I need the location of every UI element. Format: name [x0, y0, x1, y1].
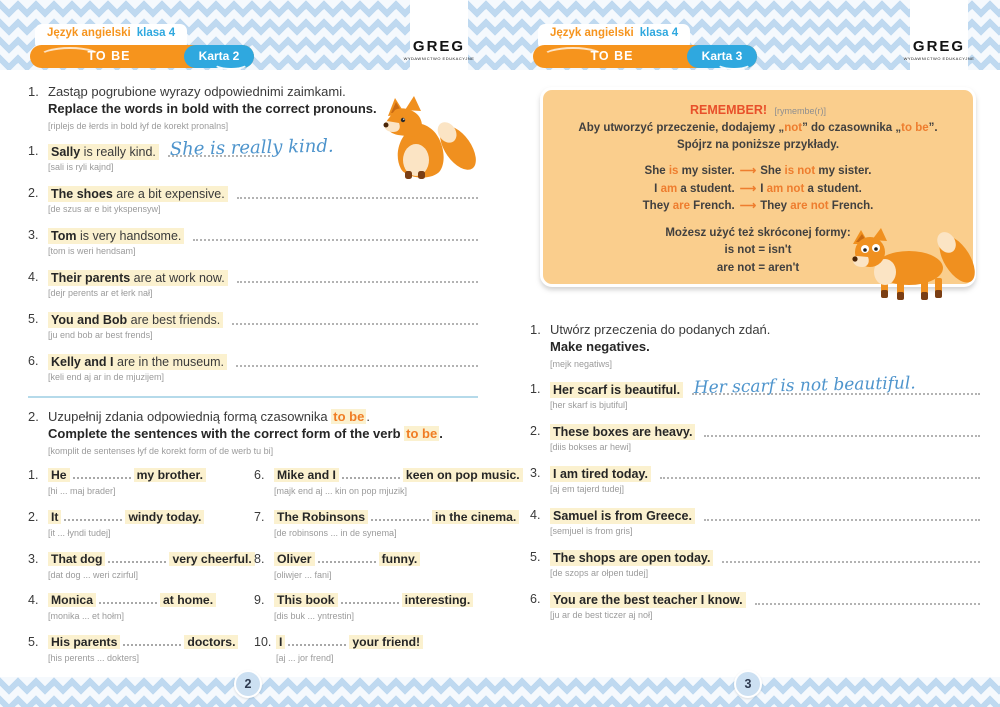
arrow-icon: ⟶	[739, 199, 756, 212]
instruction-polish: Utwórz przeczenia do podanych zdań.	[550, 322, 771, 337]
item-sentence	[550, 592, 746, 608]
item-number: 2.	[28, 185, 39, 200]
item-number: 6.	[28, 353, 39, 368]
answer-line[interactable]	[232, 323, 478, 325]
exercise1-header	[530, 322, 982, 370]
fox-illustration-sitting	[380, 92, 480, 180]
sentence-before: I	[276, 635, 285, 649]
instruction-text: Uzupełnij zdania odpowiednią formą czasownika	[48, 408, 332, 424]
to-be-accent: to be	[333, 408, 365, 424]
item-phonetic: [diis bokses ar hewi]	[550, 441, 632, 452]
instruction-text: .	[366, 408, 370, 424]
item-phonetic: [de robinsons ... in de synema]	[274, 527, 397, 538]
example-text: I	[654, 182, 661, 195]
sentence-text: You are the best teacher I know.	[553, 592, 743, 607]
to-be-accent: to be	[901, 121, 929, 134]
answer-line[interactable]	[193, 239, 478, 241]
item-sentence	[48, 228, 184, 244]
verb-accent: is	[668, 165, 679, 178]
sentence-before: This book	[274, 593, 338, 607]
handwritten-answer: She is really kind.	[169, 135, 334, 160]
answer-line[interactable]	[704, 435, 980, 437]
topic-label: TO BE	[87, 49, 131, 63]
item-row	[28, 312, 480, 341]
item-row	[28, 510, 254, 539]
item-phonetic: [sali is ryli kajnd]	[48, 161, 114, 172]
grade-label: klasa 4	[639, 27, 679, 39]
subject-label: Język angielski	[47, 27, 131, 39]
sentence-rest: is very handsome.	[76, 228, 182, 243]
exercise-number: 2.	[28, 408, 39, 424]
short-form-arent: are not = aren't	[716, 261, 800, 274]
item-number: 5.	[28, 635, 39, 650]
short-form-isnt: is not = isn't	[724, 244, 792, 257]
instruction-english: Replace the words in bold with the correct pronouns.	[48, 100, 377, 116]
item-phonetic: [de szus ar e bit ykspensyw]	[48, 203, 161, 214]
exercise-number: 1.	[530, 322, 541, 337]
sentence-after: funny.	[379, 552, 421, 566]
fox-illustration-standing	[845, 228, 985, 306]
sentence-after: very cheerful.	[169, 552, 254, 566]
remember-title-phonetic: [rymembe(r)]	[774, 106, 827, 116]
fill-in-gap[interactable]	[123, 635, 181, 646]
sentence-after: my brother.	[134, 468, 206, 482]
item-sentence	[550, 424, 695, 440]
item-row	[28, 228, 480, 257]
sentence-before: The Robinsons	[274, 510, 368, 524]
item-row	[530, 592, 982, 621]
fill-in-gap[interactable]	[108, 552, 166, 563]
sentence-before: He	[48, 468, 70, 482]
item-sentence	[48, 593, 254, 609]
sentence-rest: are at work now.	[130, 270, 225, 285]
item-sentence	[274, 552, 480, 568]
item-phonetic: [it ... łyndi tudej]	[48, 527, 111, 538]
item-phonetic: [ju ar de best ticzer aj noł]	[550, 610, 653, 621]
example-text: She	[644, 165, 669, 178]
item-sentence	[48, 144, 159, 160]
remember-intro-line2: Spójrz na poniższe przykłady.	[676, 139, 840, 151]
verb-accent: am not	[766, 182, 805, 195]
item-phonetic: [ju end bob ar best frends]	[48, 330, 153, 341]
instruction-english: Make negatives.	[550, 338, 650, 354]
intro-text: Aby utworzyć przeczenie, dodajemy „	[578, 121, 785, 134]
grade-label: klasa 4	[136, 27, 176, 39]
item-sentence	[48, 635, 254, 651]
subject-label: Język angielski	[550, 27, 634, 39]
item-sentence	[48, 354, 227, 370]
topic-label: TO BE	[590, 49, 634, 63]
item-phonetic: [dejr perents ar et łerk nał]	[48, 287, 153, 298]
item-sentence	[550, 550, 713, 566]
item-row	[28, 552, 254, 581]
greg-logo-text: GREG	[912, 38, 966, 55]
instruction-polish	[48, 409, 443, 426]
karta-swoosh-decoration	[213, 56, 249, 70]
item-phonetic: [de szops ar ołpen tudej]	[550, 568, 649, 579]
example-text: They	[642, 199, 673, 212]
diamond-pattern-band-bottom	[0, 677, 1000, 707]
karta-label: Karta 2	[198, 49, 240, 63]
exercise-number: 1.	[28, 84, 39, 99]
example-text: French.	[828, 199, 874, 212]
item-sentence	[274, 593, 480, 609]
example-text: my sister.	[815, 165, 872, 178]
answer-line[interactable]	[755, 603, 980, 605]
fill-in-gap[interactable]	[318, 552, 376, 563]
sentence-text: The shops are open today.	[553, 550, 711, 565]
answer-line[interactable]	[168, 135, 334, 160]
item-phonetic: [dis buk ... yntrestin]	[274, 611, 355, 622]
item-phonetic: [semjuel is from gris]	[550, 525, 633, 536]
answer-line[interactable]	[236, 365, 478, 367]
not-accent: not	[784, 121, 803, 134]
instruction-phonetic: [komplit de sentenses łyf de korekt form of de werb tu bi]	[48, 445, 274, 456]
item-phonetic: [oliwjer ... fani]	[274, 569, 332, 580]
item-sentence	[550, 382, 683, 398]
example-line	[543, 198, 973, 215]
item-sentence	[48, 510, 254, 526]
item-number: 3.	[28, 227, 39, 242]
item-row	[28, 635, 254, 664]
fill-in-column-left	[28, 468, 254, 676]
item-phonetic: [aj ... jor frend]	[276, 652, 334, 663]
fill-in-gap[interactable]	[342, 468, 400, 479]
instruction-phonetic: [mejk negatiws]	[550, 358, 613, 369]
karta-label: Karta 3	[701, 49, 743, 63]
item-number: 3.	[28, 551, 39, 566]
item-number: 8.	[254, 551, 265, 566]
item-number: 5.	[530, 549, 541, 564]
item-phonetic: [his perents ... dokters]	[48, 652, 140, 663]
answer-line[interactable]	[692, 373, 980, 398]
page3-header	[533, 24, 759, 68]
remember-title: REMEMBER!	[689, 103, 768, 117]
page-number-right: 3	[734, 670, 762, 698]
item-row	[530, 550, 982, 579]
remember-examples	[543, 163, 973, 215]
item-number: 1.	[28, 468, 39, 483]
instruction-text: .	[439, 425, 443, 441]
item-number: 4.	[28, 269, 39, 284]
greg-logo-right	[903, 0, 975, 70]
item-row	[28, 270, 480, 299]
item-sentence	[274, 510, 517, 526]
sentence-after: doctors.	[184, 635, 238, 649]
answer-line[interactable]	[704, 519, 980, 521]
item-number: 6.	[530, 591, 541, 606]
bold-subject: Tom	[51, 228, 77, 243]
item-row	[254, 552, 480, 581]
item-number: 1.	[530, 381, 541, 396]
item-sentence	[276, 635, 480, 651]
example-text: French.	[689, 199, 735, 212]
item-row	[28, 593, 254, 622]
karta-swoosh-decoration	[716, 56, 752, 70]
item-number: 1.	[28, 143, 39, 158]
intro-text: ”.	[928, 121, 938, 134]
sentence-after: windy today.	[125, 510, 204, 524]
item-phonetic: [her skarf is bjutiful]	[550, 399, 628, 410]
handwritten-answer: Her scarf is not beautiful.	[693, 373, 917, 398]
bold-subject: You and Bob	[51, 312, 128, 327]
item-sentence	[48, 186, 228, 202]
bold-subject: Sally	[51, 144, 81, 159]
bold-subject: Their parents	[51, 270, 131, 285]
fill-in-gap[interactable]	[288, 635, 346, 646]
topic-pill	[30, 45, 254, 68]
fill-in-gap[interactable]	[341, 593, 399, 604]
sentence-after: in the cinema.	[432, 510, 519, 524]
item-sentence	[550, 508, 695, 524]
example-line	[543, 181, 973, 198]
item-number: 10.	[254, 635, 272, 650]
example-text: a student.	[677, 182, 735, 195]
topic-pill	[533, 45, 757, 68]
item-phonetic: [aj em tajerd tudej]	[550, 483, 625, 494]
sentence-before: That dog	[48, 552, 105, 566]
item-number: 2.	[530, 423, 541, 438]
sentence-before: It	[48, 510, 61, 524]
sentence-after: interesting.	[402, 593, 474, 607]
sentence-rest: are in the museum.	[113, 354, 224, 369]
item-phonetic: [majk end aj ... kin on pop mjuzik]	[274, 486, 408, 497]
instruction-polish: Zastąp pogrubione wyrazy odpowiednimi zaimkami.	[48, 84, 346, 99]
sentence-text: Her scarf is beautiful.	[553, 382, 681, 397]
fill-in-column-right	[254, 468, 520, 676]
fill-in-gap[interactable]	[371, 510, 429, 521]
instruction-english	[48, 426, 443, 443]
verb-accent: are not	[790, 199, 829, 212]
item-number: 5.	[28, 311, 39, 326]
sentence-rest: is really kind.	[80, 144, 156, 159]
item-number: 4.	[530, 507, 541, 522]
instruction-text: Complete the sentences with the correct form of the verb	[48, 425, 405, 441]
greg-logo-caption: WYDAWNICTWO EDUKACYJNE	[903, 56, 975, 61]
item-row	[254, 635, 480, 664]
greg-logo-left	[403, 0, 475, 70]
item-sentence	[48, 270, 228, 286]
sentence-before: Mike and I	[274, 468, 339, 482]
sentence-text: I am tired today.	[553, 466, 648, 481]
answer-line[interactable]	[660, 477, 980, 479]
item-phonetic: [hi ... maj brader]	[48, 486, 116, 497]
sentence-before: Oliver	[274, 552, 315, 566]
item-sentence	[48, 312, 223, 328]
item-row	[28, 354, 480, 383]
exercise2-header	[28, 409, 480, 457]
sentence-after: at home.	[160, 593, 216, 607]
verb-accent: are	[672, 199, 690, 212]
verb-accent: am	[660, 182, 678, 195]
item-number: 9.	[254, 593, 265, 608]
fill-in-gap[interactable]	[73, 468, 131, 479]
bold-subject: Kelly and I	[51, 354, 114, 369]
bold-subject: The shoes	[51, 186, 113, 201]
item-row	[254, 510, 517, 539]
item-number: 6.	[254, 468, 265, 483]
item-number: 3.	[530, 465, 541, 480]
item-sentence	[48, 552, 254, 568]
verb-accent: is not	[784, 165, 816, 178]
item-row	[254, 593, 480, 622]
example-line	[543, 163, 973, 180]
item-row	[28, 468, 254, 497]
to-be-accent: to be	[406, 425, 438, 441]
page-number-left: 2	[234, 670, 262, 698]
sentence-after: your friend!	[349, 635, 423, 649]
example-text: I	[760, 182, 767, 195]
item-row	[28, 186, 480, 215]
instruction-phonetic: [riplejs de łerds in bold łyf de korekt pronalns]	[48, 120, 229, 131]
item-phonetic: [dat dog ... weri czirful]	[48, 569, 139, 580]
item-sentence	[274, 468, 520, 484]
greg-logo-caption: WYDAWNICTWO EDUKACYJNE	[403, 56, 475, 61]
short-forms-intro: Możesz użyć też skróconej formy:	[665, 227, 851, 239]
sentence-before: His parents	[48, 635, 120, 649]
sentence-rest: are a bit expensive.	[112, 186, 225, 201]
greg-logo-text: GREG	[412, 38, 466, 55]
sentence-text: Samuel is from Greece.	[553, 508, 692, 523]
karta-badge	[184, 45, 254, 68]
section-divider	[28, 396, 478, 398]
example-text: my sister.	[678, 165, 735, 178]
item-sentence	[48, 468, 254, 484]
item-sentence	[550, 466, 651, 482]
remember-title-row	[543, 101, 973, 120]
item-row	[530, 373, 982, 411]
answer-line[interactable]	[237, 197, 478, 199]
item-phonetic: [keli end aj ar in de mjuzijem]	[48, 372, 165, 383]
fill-in-columns	[28, 468, 520, 676]
page2-header	[30, 24, 256, 68]
item-row	[530, 424, 982, 453]
fill-in-gap[interactable]	[64, 510, 122, 521]
item-number: 4.	[28, 593, 39, 608]
intro-text: ” do czasownika „	[802, 121, 902, 134]
fill-in-gap[interactable]	[99, 593, 157, 604]
karta-badge	[687, 45, 757, 68]
sentence-text: These boxes are heavy.	[553, 424, 693, 439]
sentence-before: Monica	[48, 593, 96, 607]
item-row	[254, 468, 520, 497]
item-phonetic: [tom is weri hendsam]	[48, 245, 136, 256]
example-text: They	[760, 199, 791, 212]
item-phonetic: [monika ... et hołm]	[48, 611, 125, 622]
page3-content	[530, 322, 982, 634]
item-row	[530, 508, 982, 537]
arrow-icon: ⟶	[739, 165, 756, 178]
answer-line[interactable]	[237, 281, 478, 283]
item-number: 2.	[28, 510, 39, 525]
answer-line[interactable]	[722, 561, 980, 563]
remember-intro-line1	[543, 120, 973, 137]
arrow-icon: ⟶	[739, 182, 756, 195]
item-row	[530, 466, 982, 495]
item-number: 7.	[254, 510, 265, 525]
example-text: She	[760, 165, 785, 178]
sentence-rest: are best friends.	[127, 312, 221, 327]
sentence-after: keen on pop music.	[403, 468, 523, 482]
example-text: a student.	[804, 182, 862, 195]
